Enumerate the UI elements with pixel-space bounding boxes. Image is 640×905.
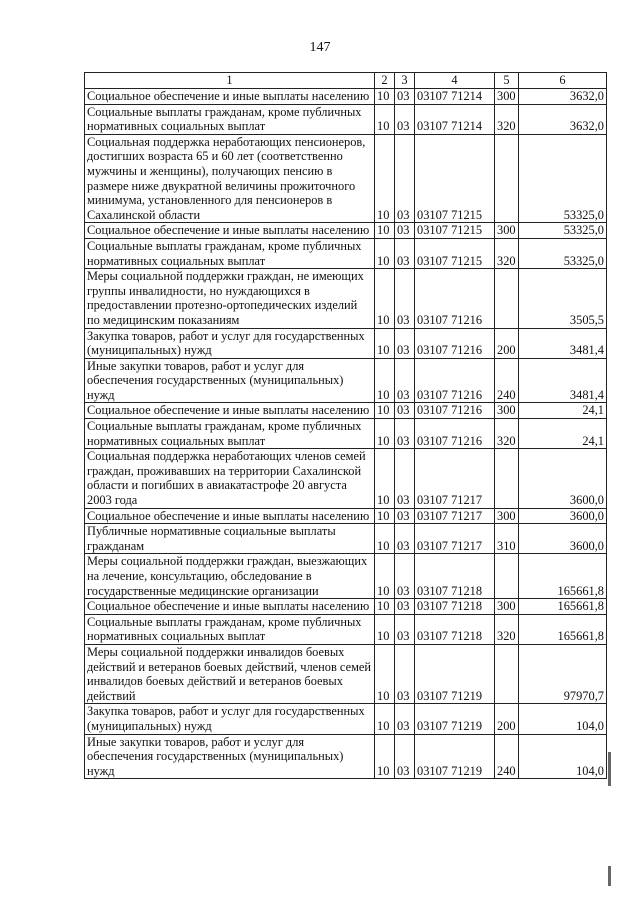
expense-type-cell: 240 — [495, 358, 519, 403]
expense-type-cell — [495, 449, 519, 508]
header-col-4: 4 — [415, 73, 495, 89]
subsection-code-cell: 03 — [395, 704, 415, 734]
target-article-cell: 03107 71216 — [415, 269, 495, 328]
table-header-row — [85, 73, 607, 89]
amount-cell: 3600,0 — [519, 449, 607, 508]
section-code-cell: 10 — [375, 269, 395, 328]
expense-type-cell: 320 — [495, 614, 519, 644]
section-code-cell: 10 — [375, 358, 395, 403]
table-row — [85, 89, 607, 105]
target-article-cell: 03107 71218 — [415, 599, 495, 615]
target-article-cell: 03107 71219 — [415, 704, 495, 734]
target-article-cell: 03107 71219 — [415, 644, 495, 703]
target-article-cell: 03107 71215 — [415, 134, 495, 223]
section-code-cell: 10 — [375, 644, 395, 703]
row-name-cell: Социальное обеспечение и иные выплаты населению — [85, 403, 375, 419]
amount-cell: 165661,8 — [519, 554, 607, 599]
row-name-cell: Социальное обеспечение и иные выплаты населению — [85, 508, 375, 524]
header-col-2: 2 — [375, 73, 395, 89]
subsection-code-cell: 03 — [395, 449, 415, 508]
header-col-3: 3 — [395, 73, 415, 89]
target-article-cell: 03107 71214 — [415, 104, 495, 134]
row-name-cell: Социальное обеспечение и иные выплаты населению — [85, 223, 375, 239]
subsection-code-cell: 03 — [395, 238, 415, 268]
target-article-cell: 03107 71216 — [415, 358, 495, 403]
expense-type-cell — [495, 644, 519, 703]
target-article-cell: 03107 71217 — [415, 524, 495, 554]
row-name-cell: Закупка товаров, работ и услуг для государственных (муниципальных) нужд — [85, 328, 375, 358]
expense-type-cell: 320 — [495, 104, 519, 134]
budget-table — [84, 72, 607, 779]
amount-cell: 3481,4 — [519, 328, 607, 358]
table-row — [85, 644, 607, 703]
amount-cell: 53325,0 — [519, 238, 607, 268]
section-code-cell: 10 — [375, 554, 395, 599]
expense-type-cell: 300 — [495, 403, 519, 419]
target-article-cell: 03107 71216 — [415, 419, 495, 449]
subsection-code-cell: 03 — [395, 223, 415, 239]
amount-cell: 53325,0 — [519, 134, 607, 223]
amount-cell: 3505,5 — [519, 269, 607, 328]
row-name-cell: Социальные выплаты гражданам, кроме публичных нормативных социальных выплат — [85, 104, 375, 134]
table-row — [85, 134, 607, 223]
amount-cell: 3600,0 — [519, 508, 607, 524]
expense-type-cell — [495, 134, 519, 223]
amount-cell: 24,1 — [519, 419, 607, 449]
amount-cell: 165661,8 — [519, 599, 607, 615]
section-code-cell: 10 — [375, 734, 395, 779]
amount-cell: 3632,0 — [519, 89, 607, 105]
row-name-cell: Социальное обеспечение и иные выплаты населению — [85, 89, 375, 105]
row-name-cell: Меры социальной поддержки граждан, выезжающих на лечение, консультацию, обследование в государственные медицинские организации — [85, 554, 375, 599]
expense-type-cell: 240 — [495, 734, 519, 779]
table-row — [85, 269, 607, 328]
section-code-cell: 10 — [375, 449, 395, 508]
target-article-cell: 03107 71215 — [415, 238, 495, 268]
table-row — [85, 704, 607, 734]
row-name-cell: Меры социальной поддержки инвалидов боевых действий и ветеранов боевых действий, членов семей инвалидов боевых действий и ветеранов боевых действий — [85, 644, 375, 703]
expense-type-cell: 200 — [495, 328, 519, 358]
amount-cell: 104,0 — [519, 704, 607, 734]
expense-type-cell: 300 — [495, 223, 519, 239]
target-article-cell: 03107 71217 — [415, 449, 495, 508]
table-body — [85, 89, 607, 779]
expense-type-cell: 320 — [495, 238, 519, 268]
section-code-cell: 10 — [375, 419, 395, 449]
target-article-cell: 03107 71216 — [415, 403, 495, 419]
subsection-code-cell: 03 — [395, 134, 415, 223]
header-col-5: 5 — [495, 73, 519, 89]
expense-type-cell — [495, 554, 519, 599]
section-code-cell: 10 — [375, 508, 395, 524]
subsection-code-cell: 03 — [395, 358, 415, 403]
subsection-code-cell: 03 — [395, 269, 415, 328]
subsection-code-cell: 03 — [395, 403, 415, 419]
subsection-code-cell: 03 — [395, 734, 415, 779]
expense-type-cell: 300 — [495, 599, 519, 615]
amount-cell: 53325,0 — [519, 223, 607, 239]
subsection-code-cell: 03 — [395, 554, 415, 599]
table-row — [85, 328, 607, 358]
row-name-cell: Публичные нормативные социальные выплаты гражданам — [85, 524, 375, 554]
row-name-cell: Социальное обеспечение и иные выплаты населению — [85, 599, 375, 615]
section-code-cell: 10 — [375, 223, 395, 239]
scan-edge-mark — [608, 866, 611, 886]
section-code-cell: 10 — [375, 328, 395, 358]
subsection-code-cell: 03 — [395, 89, 415, 105]
table-row — [85, 403, 607, 419]
target-article-cell: 03107 71214 — [415, 89, 495, 105]
section-code-cell: 10 — [375, 614, 395, 644]
target-article-cell: 03107 71218 — [415, 614, 495, 644]
amount-cell: 165661,8 — [519, 614, 607, 644]
row-name-cell: Иные закупки товаров, работ и услуг для обеспечения государственных (муниципальных) нужд — [85, 358, 375, 403]
subsection-code-cell: 03 — [395, 599, 415, 615]
amount-cell: 97970,7 — [519, 644, 607, 703]
amount-cell: 24,1 — [519, 403, 607, 419]
expense-type-cell — [495, 269, 519, 328]
expense-type-cell: 320 — [495, 419, 519, 449]
row-name-cell: Социальные выплаты гражданам, кроме публичных нормативных социальных выплат — [85, 614, 375, 644]
target-article-cell: 03107 71218 — [415, 554, 495, 599]
subsection-code-cell: 03 — [395, 644, 415, 703]
row-name-cell: Социальная поддержка неработающих членов семей граждан, проживавших на территории Сахалинской области и погибших в авиакатастрофе 20 августа 2003 года — [85, 449, 375, 508]
table-row — [85, 104, 607, 134]
table-row — [85, 614, 607, 644]
row-name-cell: Иные закупки товаров, работ и услуг для обеспечения государственных (муниципальных) нужд — [85, 734, 375, 779]
section-code-cell: 10 — [375, 704, 395, 734]
expense-type-cell: 300 — [495, 89, 519, 105]
subsection-code-cell: 03 — [395, 104, 415, 134]
subsection-code-cell: 03 — [395, 419, 415, 449]
row-name-cell: Социальные выплаты гражданам, кроме публичных нормативных социальных выплат — [85, 238, 375, 268]
amount-cell: 3481,4 — [519, 358, 607, 403]
row-name-cell: Социальная поддержка неработающих пенсионеров, достигших возраста 65 и 60 лет (соответственно мужчины и женщины), получающих пенсию в размере ниже двукратной величины прожиточного минимума, установленного для пенсионеров в Сахалинской области — [85, 134, 375, 223]
table-row — [85, 238, 607, 268]
header-col-6: 6 — [519, 73, 607, 89]
amount-cell: 3632,0 — [519, 104, 607, 134]
table-row — [85, 734, 607, 779]
row-name-cell: Закупка товаров, работ и услуг для государственных (муниципальных) нужд — [85, 704, 375, 734]
section-code-cell: 10 — [375, 599, 395, 615]
subsection-code-cell: 03 — [395, 508, 415, 524]
target-article-cell: 03107 71217 — [415, 508, 495, 524]
row-name-cell: Социальные выплаты гражданам, кроме публичных нормативных социальных выплат — [85, 419, 375, 449]
section-code-cell: 10 — [375, 89, 395, 105]
header-col-1: 1 — [85, 73, 375, 89]
table-row — [85, 223, 607, 239]
table-row — [85, 508, 607, 524]
target-article-cell: 03107 71215 — [415, 223, 495, 239]
target-article-cell: 03107 71216 — [415, 328, 495, 358]
subsection-code-cell: 03 — [395, 328, 415, 358]
section-code-cell: 10 — [375, 238, 395, 268]
target-article-cell: 03107 71219 — [415, 734, 495, 779]
table-row — [85, 599, 607, 615]
expense-type-cell: 200 — [495, 704, 519, 734]
table-row — [85, 419, 607, 449]
amount-cell: 3600,0 — [519, 524, 607, 554]
scan-edge-mark — [608, 752, 611, 786]
table-row — [85, 554, 607, 599]
subsection-code-cell: 03 — [395, 614, 415, 644]
amount-cell: 104,0 — [519, 734, 607, 779]
table-row — [85, 358, 607, 403]
row-name-cell: Меры социальной поддержки граждан, не имеющих группы инвалидности, но нуждающихся в предоставлении протезно-ортопедических изделий по медицинским показаниям — [85, 269, 375, 328]
table-row — [85, 524, 607, 554]
expense-type-cell: 300 — [495, 508, 519, 524]
section-code-cell: 10 — [375, 524, 395, 554]
expense-type-cell: 310 — [495, 524, 519, 554]
subsection-code-cell: 03 — [395, 524, 415, 554]
section-code-cell: 10 — [375, 134, 395, 223]
page-number: 147 — [309, 40, 331, 55]
section-code-cell: 10 — [375, 403, 395, 419]
table-row — [85, 449, 607, 508]
section-code-cell: 10 — [375, 104, 395, 134]
